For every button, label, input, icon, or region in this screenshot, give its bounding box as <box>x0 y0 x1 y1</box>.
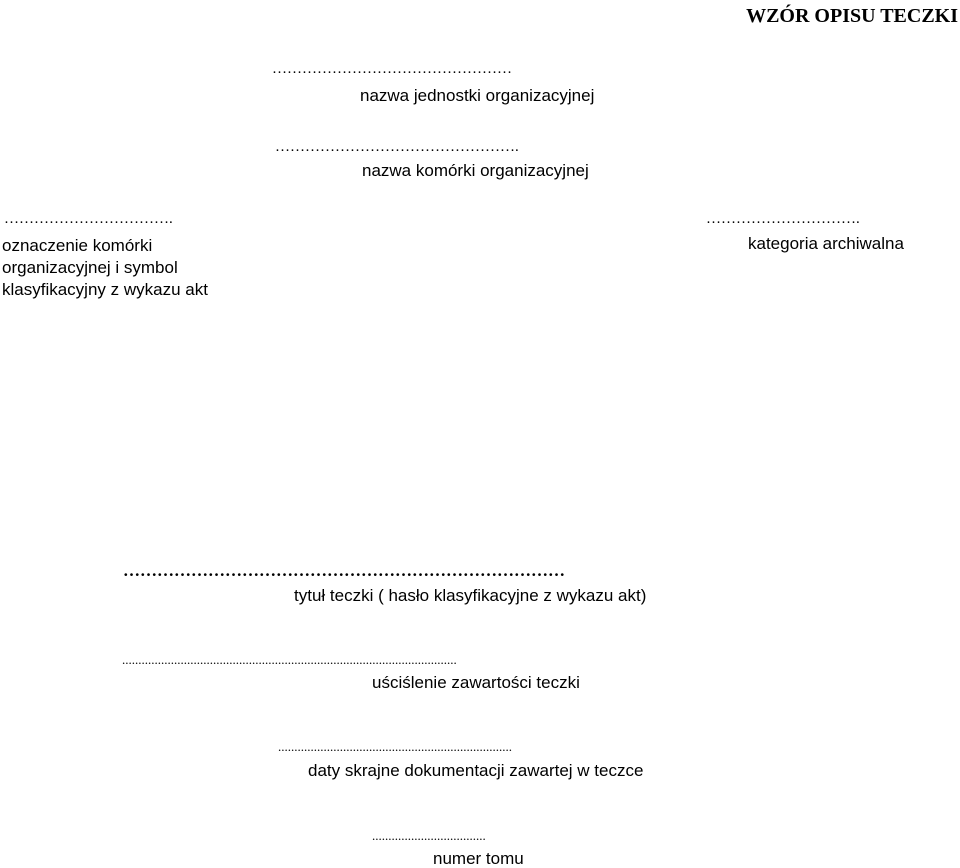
unit-name-placeholder: ………………………………………… <box>272 61 512 77</box>
archival-category-placeholder: …………………………. <box>706 211 860 227</box>
classification-symbol-placeholder: ……………………………. <box>4 211 173 227</box>
classification-symbol-label: oznaczenie komórki organizacyjnej i symbol klasyfikacyjny z wykazu akt <box>2 236 208 299</box>
cell-name-placeholder: …………………………………………. <box>275 139 519 155</box>
unit-name-label: nazwa jednostki organizacyjnej <box>360 86 595 105</box>
folder-title-placeholder: …………………………………………………………………… <box>123 561 565 580</box>
volume-number-placeholder: ................................... <box>372 828 486 843</box>
volume-number-label: numer tomu <box>433 849 524 868</box>
date-range-label: daty skrajne dokumentacji zawartej w teczce <box>308 761 644 780</box>
folder-title-label: tytuł teczki ( hasło klasyfikacyjne z wykazu akt) <box>294 586 647 605</box>
content-specification-placeholder: ....................................................................................................... <box>122 652 457 667</box>
cell-name-label: nazwa komórki organizacyjnej <box>362 161 589 180</box>
date-range-placeholder: ........................................................................ <box>278 739 512 754</box>
page-title: WZÓR OPISU TECZKI <box>746 5 958 27</box>
archival-category-label: kategoria archiwalna <box>748 234 904 253</box>
content-specification-label: uściślenie zawartości teczki <box>372 673 580 692</box>
